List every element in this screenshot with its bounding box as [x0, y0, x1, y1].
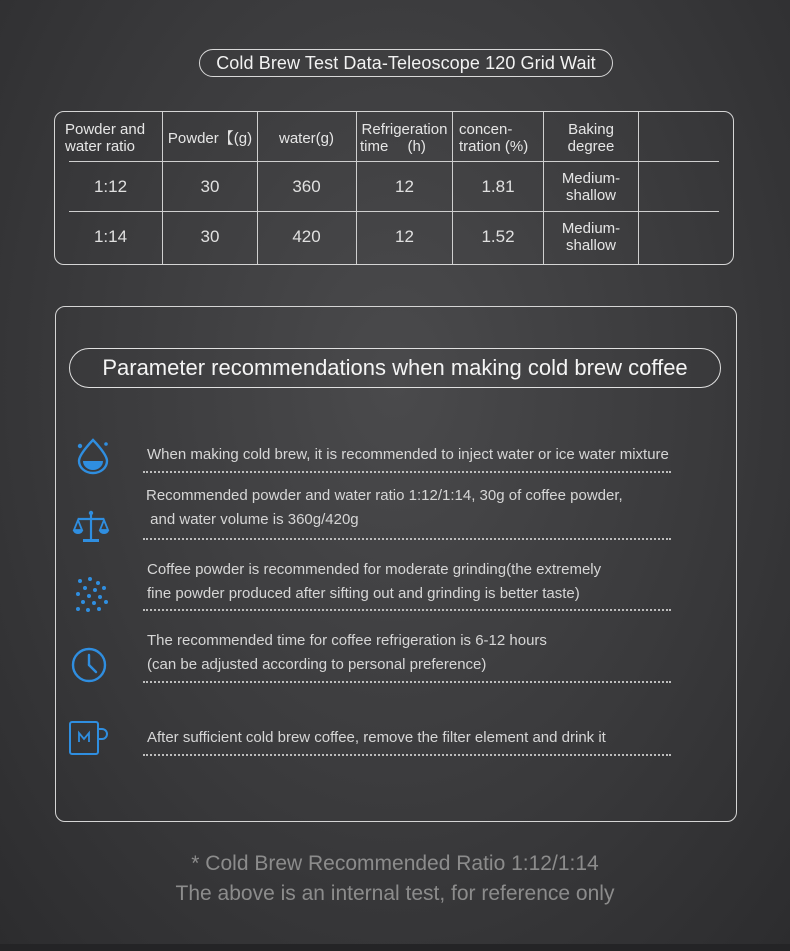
- recommendation-item: [68, 628, 678, 686]
- cell-time: 12: [395, 227, 414, 246]
- table-cell: [357, 162, 452, 211]
- water-drop-icon: [68, 434, 110, 476]
- recommendation-line: After sufficient cold brew coffee, remove the filter element and drink it: [147, 729, 606, 746]
- cell-powder: 30: [200, 176, 220, 196]
- table-cell: [639, 162, 731, 211]
- table-cell: [59, 162, 162, 211]
- cell-baking-line2: shallow: [565, 237, 617, 254]
- mug-icon: [68, 718, 110, 760]
- cell-baking-line2: shallow: [565, 186, 617, 204]
- recommendation-line: (can be adjusted according to personal preference): [147, 656, 487, 673]
- cell-baking-line1: Medium-: [561, 220, 621, 237]
- recommendation-item: [68, 718, 678, 760]
- footnote-ratio: * Cold Brew Recommended Ratio 1:12/1:14: [191, 852, 599, 875]
- recommendation-line: Recommended powder and water ratio 1:12/1:14, 30g of coffee powder,: [146, 487, 623, 504]
- header-ratio-line1: Powder and: [65, 121, 146, 138]
- dotted-divider: [143, 471, 671, 473]
- header-baking-line1: Baking: [568, 121, 614, 138]
- recommendation-line: and water volume is 360g/420g: [146, 511, 359, 528]
- recommendation-text: [147, 726, 678, 750]
- cell-ratio: 1:12: [93, 176, 128, 196]
- footnote-disclaimer: The above is an internal test, for reference only: [175, 882, 615, 905]
- header-water: [257, 116, 356, 160]
- header-baking: [544, 116, 638, 160]
- header-powder: [163, 116, 257, 160]
- page-title: Cold Brew Test Data-Teleoscope 120 Grid Wait: [199, 49, 613, 77]
- cell-ratio: 1:14: [93, 227, 128, 246]
- header-powder-label: Powder【(g): [167, 129, 253, 147]
- recommendation-item: [68, 557, 678, 613]
- header-concentration: [453, 116, 543, 160]
- dotted-divider: [143, 609, 671, 611]
- grind-dots-icon: [68, 575, 110, 617]
- recommendation-item: [68, 484, 678, 544]
- cell-concentration: 1.52: [481, 227, 515, 246]
- recommendation-item: [68, 432, 678, 477]
- table-cell: [257, 162, 356, 211]
- header-time-line1: Refrigeration: [361, 121, 448, 138]
- recommendation-line: fine powder produced after sifting out and grinding is better taste): [147, 585, 580, 602]
- header-concentration-line2: tration (%): [459, 138, 529, 155]
- recommendation-line: Coffee powder is recommended for moderate grinding(the extremely: [147, 561, 602, 578]
- table-cell: [453, 162, 543, 211]
- table-cell: [453, 212, 543, 262]
- header-concentration-line1: concen-: [459, 121, 513, 138]
- cell-water: 420: [292, 227, 321, 246]
- recommendation-text: [146, 484, 678, 532]
- header-baking-line2: degree: [567, 138, 615, 155]
- recommendation-line: The recommended time for coffee refrigeration is 6-12 hours: [147, 632, 547, 649]
- test-data-table: [54, 111, 734, 265]
- cell-concentration: 1.81: [481, 176, 515, 196]
- table-cell: [357, 212, 452, 262]
- table-cell: [163, 162, 257, 211]
- recommendation-text: [147, 443, 678, 467]
- table-cell: [544, 212, 638, 262]
- table-cell: [163, 212, 257, 262]
- dotted-divider: [143, 754, 671, 756]
- header-water-label: water(g): [278, 129, 334, 147]
- table-cell: [639, 212, 731, 262]
- cell-time: 12: [395, 176, 414, 196]
- table-cell: [257, 212, 356, 262]
- cell-baking-line1: Medium-: [561, 169, 621, 187]
- header-time-line2: time (h): [360, 138, 426, 155]
- recommendations-title: Parameter recommendations when making cold brew coffee: [69, 348, 721, 388]
- header-time: [357, 116, 452, 160]
- clock-icon: [68, 644, 110, 686]
- header-ratio-line2: water ratio: [65, 138, 136, 155]
- recommendation-text: [147, 629, 678, 677]
- table-cell: [59, 212, 162, 262]
- header-empty: [639, 116, 731, 160]
- recommendation-text: [147, 558, 678, 606]
- table-cell: [544, 162, 638, 211]
- header-ratio: [59, 116, 162, 160]
- cell-powder: 30: [200, 227, 220, 246]
- bottom-bar: [0, 944, 790, 951]
- dotted-divider: [143, 538, 671, 540]
- cell-water: 360: [292, 176, 321, 196]
- scale-icon: [68, 506, 110, 548]
- dotted-divider: [143, 681, 671, 683]
- recommendation-line: When making cold brew, it is recommended to inject water or ice water mixture: [147, 446, 669, 463]
